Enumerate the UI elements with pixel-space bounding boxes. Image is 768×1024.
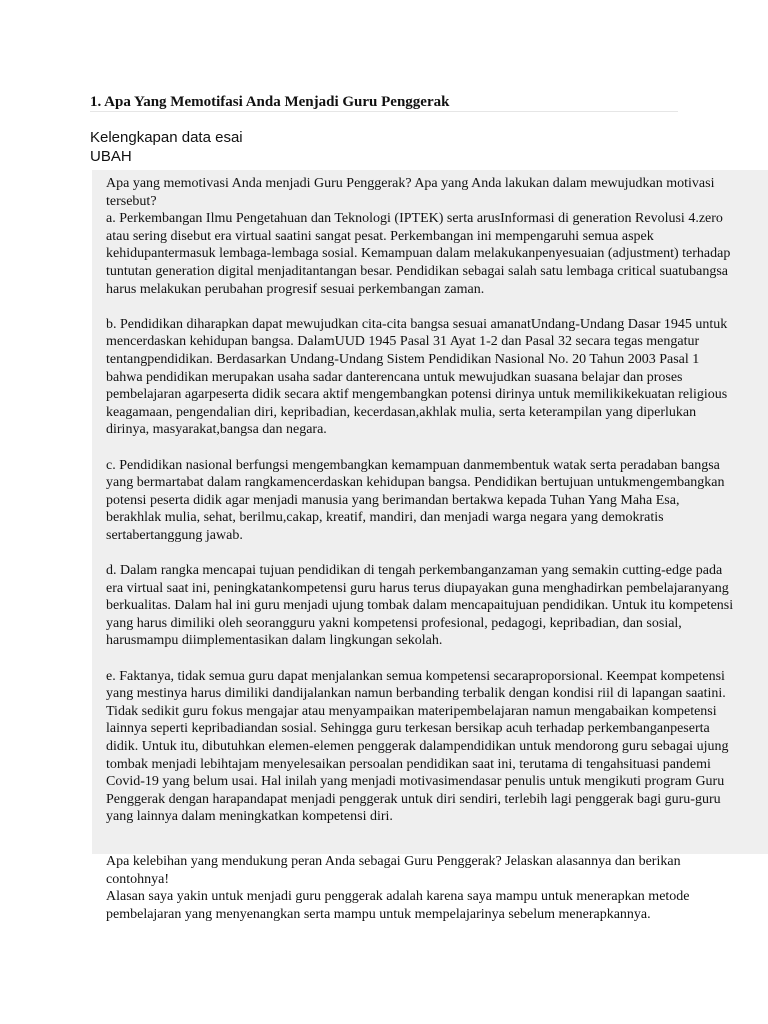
- essay-question: Apa yang memotivasi Anda menjadi Guru Penggerak? Apa yang Anda lakukan dalam mewujudkan motivasi tersebut?: [106, 176, 715, 209]
- second-question-block: [106, 853, 736, 923]
- essay-heading: 1. Apa Yang Memotifasi Anda Menjadi Guru Penggerak: [90, 93, 678, 112]
- essay-meta-action: UBAH: [90, 148, 132, 165]
- essay-answer-text: [106, 175, 736, 826]
- essay-paragraph-a: a. Perkembangan Ilmu Pengetahuan dan Teknologi (IPTEK) serta arusInformasi di generation Revolusi 4.zero atau sering disebut era virtual saatini sangat pesat. Perkembangan ini mempengaruhi semua aspek kehidupantermasuk lembaga-lembaga sosial. Kemampuan dalam melakukanpenyesuaian (adjustment) terhadap tuntutan generation digital menjaditantangan besar. Pendidikan sebagai salah satu lembaga critical suatubangsa harus melakukan perubahan progresif sesuai perkembangan zaman.: [106, 211, 731, 297]
- essay-paragraph-b: b. Pendidikan diharapkan dapat mewujudkan cita-cita bangsa sesuai amanatUndang-Undang Dasar 1945 untuk mencerdaskan kehidupan bangsa. DalamUUD 1945 Pasal 31 Ayat 1-2 dan Pasal 32 secara tegas mengatur tentangpendidikan. Berdasarkan Undang-Undang Sistem Pendidikan Nasional No. 20 Tahun 2003 Pasal 1 bahwa pendidikan merupakan usaha sadar danterencana untuk mewujudkan suasana belajar dan proses pembelajaran agarpeserta didik secara aktif mengembangkan potensi dirinya untuk memilikikekuatan religious keagamaan, pengendalian diri, kepribadian, kecerdasan,akhlak mulia, serta keterampilan yang diperlukan dirinya, masyarakat,bangsa dan negara.: [106, 316, 728, 438]
- essay-paragraph-c: c. Pendidikan nasional berfungsi mengembangkan kemampuan danmembentuk watak serta peradaban bangsa yang bermartabat dalam rangkamencerdaskan kehidupan bangsa. Pendidikan bertujuan untukmengembangkan potensi peserta didik agar menjadi manusia yang berimandan bertakwa kepada Tuhan Yang Maha Esa, berakhlak mulia, sehat, berilmu,cakap, kreatif, mandiri, dan menjadi warga negara yang demokratis sertabertanggung jawab.: [106, 457, 725, 543]
- paragraph-gap: [106, 298, 736, 316]
- essay-paragraph-d: d. Dalam rangka mencapai tujuan pendidikan di tengah perkembanganzaman yang semakin cutting-edge pada era virtual saat ini, peningkatankompetensi guru harus terus diupayakan guna menghadirkan pembelajaranyang berkualitas. Dalam hal ini guru menjadi ujung tombak dalam mencapaitujuan pendidikan. Untuk itu kompetensi yang harus dimiliki oleh seorangguru yakni kompetensi profesional, pedagogi, kepribadian, dan sosial, harusmampu diimplementasikan dalam lingkungan sekolah.: [106, 563, 734, 649]
- second-answer: Alasan saya yakin untuk menjadi guru penggerak adalah karena saya mampu untuk menerapkan metode pembelajaran yang menyenangkan serta mampu untuk mempelajarinya sebelum menerapkannya.: [106, 889, 690, 922]
- paragraph-gap: [106, 439, 736, 457]
- second-question: Apa kelebihan yang mendukung peran Anda sebagai Guru Penggerak? Jelaskan alasannya dan berikan contohnya!: [106, 854, 681, 887]
- essay-meta: [90, 128, 243, 166]
- paragraph-gap: [106, 650, 736, 668]
- essay-meta-label: Kelengkapan data esai: [90, 129, 243, 146]
- essay-paragraph-e: e. Faktanya, tidak semua guru dapat menjalankan semua kompetensi secaraproporsional. Keempat kompetensi yang mestinya harus dimiliki dandijalankan namun berbanding terbalik dengan kondisi riil di lapangan saatini. Tidak sedikit guru fokus mengajar atau menyampaikan materipembelajaran namun mengabaikan kompetensi lainnya seperti kepribadiandan sosial. Sehingga guru terkesan bersikap acuh terhadap perkembanganpeserta didik. Untuk itu, dibutuhkan elemen-elemen penggerak dalampendidikan untuk mendorong guru sebagai ujung tombak menjadi lebihtajam menyelesaikan persoalan pendidikan saat ini, terutama di tengahsituasi pandemi Covid-19 yang belum usai. Hal inilah yang menjadi motivasimendasar penulis untuk mengikuti program Guru Penggerak dengan harapandapat menjadi penggerak untuk diri sendiri, terlebih lagi penggerak bagi guru-guru yang lainnya dalam meningkatkan kompetensi diri.: [106, 668, 729, 825]
- paragraph-gap: [106, 544, 736, 562]
